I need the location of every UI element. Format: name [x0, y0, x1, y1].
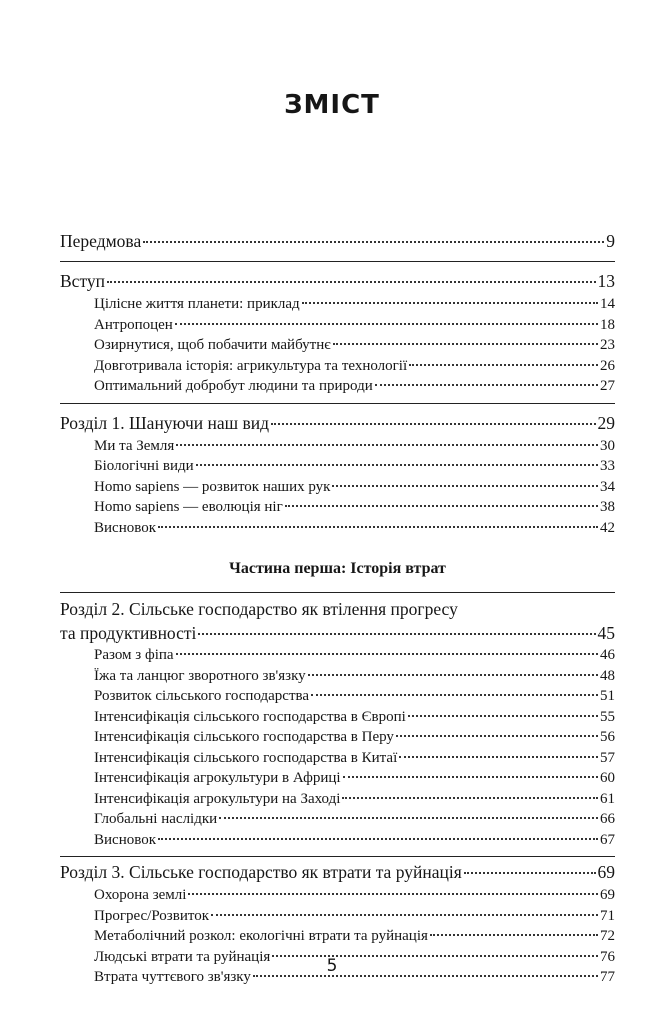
part-heading: Частина перша: Історія втрат — [229, 560, 446, 577]
toc-subentry-page: 30 — [600, 437, 615, 454]
dot-leader — [176, 652, 598, 655]
toc-subentry-label: Інтенсифікація сільського господарства в Європі — [94, 708, 406, 725]
toc-subentry-page: 71 — [600, 907, 615, 924]
toc-subentry-label: Homo sapiens — еволюція ніг — [94, 499, 283, 515]
toc-subentry — [60, 885, 615, 906]
toc-entry-label: Розділ 3. Сільське господарство як втрати та руйнація — [60, 862, 462, 882]
toc-entry-label: та продуктивності — [60, 623, 197, 643]
toc-subentry-label: Глобальні наслідки — [94, 811, 218, 827]
toc-entry-chapter-3 — [60, 859, 615, 885]
dot-leader — [175, 322, 598, 325]
dot-leader — [311, 693, 598, 696]
toc-subentry-page: 51 — [600, 688, 615, 704]
toc-subentry — [60, 830, 615, 851]
dot-leader — [409, 363, 598, 366]
dot-leader — [196, 463, 598, 466]
toc-subentry — [60, 315, 615, 336]
toc-entry-label: Передмова — [60, 231, 142, 251]
toc-subentry-label: Разом з фіпа — [94, 647, 174, 663]
toc-subentry-label: Інтенсифікація сільського господарства в Китаї — [94, 749, 398, 766]
toc-subentry-page: 48 — [600, 667, 615, 684]
toc-subentry — [60, 335, 615, 356]
toc-subentry-label: Ми та Земля — [94, 437, 175, 454]
dot-leader — [332, 484, 598, 487]
toc-subentry-page: 14 — [600, 296, 615, 312]
dot-leader — [219, 816, 598, 819]
toc-subentry-label: Розвиток сільського господарства — [94, 688, 310, 704]
toc-entry-page: 69 — [597, 862, 615, 882]
toc-subentry-page: 61 — [600, 790, 615, 807]
toc-subentry-label: Антропоцен — [94, 316, 173, 333]
section-divider — [60, 403, 615, 404]
dot-leader — [333, 342, 598, 345]
toc-subentry — [60, 497, 615, 518]
toc-subentry-label: Людські втрати та руйнація — [94, 948, 271, 965]
toc-subentry — [60, 436, 615, 457]
dot-leader — [176, 443, 598, 446]
toc-subentry — [60, 768, 615, 789]
toc-subentry — [60, 294, 615, 315]
toc-subentry-label: Homo sapiens — розвиток наших рук — [94, 478, 331, 495]
toc-subentry — [60, 727, 615, 748]
toc-subentry-page: 69 — [600, 887, 615, 903]
toc-subentry-label: Охорона землі — [94, 887, 187, 903]
toc-entry-preface — [60, 228, 615, 254]
toc-subentry-label: Їжа та ланцюг зворотного зв'язку — [94, 667, 306, 684]
page-number: 5 — [326, 956, 338, 976]
dot-leader — [375, 383, 598, 386]
toc-entry-page: 9 — [606, 231, 615, 251]
toc-subentry — [60, 906, 615, 927]
dot-leader — [158, 837, 598, 840]
toc-subentry — [60, 456, 615, 477]
page-title: ЗМІСТ — [284, 90, 380, 120]
dot-leader — [158, 525, 598, 528]
dot-leader — [285, 504, 598, 507]
toc-subentry-page: 57 — [600, 749, 615, 766]
toc-subentry-page: 46 — [600, 647, 615, 663]
dot-leader — [211, 913, 598, 916]
toc-subentry — [60, 748, 615, 769]
table-of-contents — [60, 222, 615, 988]
toc-subentry-page: 77 — [600, 969, 615, 985]
toc-subentry-page: 27 — [600, 378, 615, 394]
dot-leader — [464, 871, 596, 874]
toc-subentry — [60, 477, 615, 498]
dot-leader — [271, 422, 595, 425]
toc-subentry-label: Прогрес/Розвиток — [94, 907, 209, 924]
toc-entry-chapter-2-line1: Розділ 2. Сільське господарство як втілення прогресу — [60, 599, 458, 619]
toc-subentry-page: 42 — [600, 519, 615, 536]
toc-subentry-page: 34 — [600, 478, 615, 495]
toc-subentry — [60, 926, 615, 947]
toc-subentry-label: Оптимальний добробут людини та природи — [94, 378, 373, 394]
dot-leader — [396, 734, 598, 737]
dot-leader — [302, 301, 598, 304]
toc-subentry-page: 60 — [600, 770, 615, 786]
dot-leader — [198, 632, 595, 635]
section-divider — [60, 261, 615, 262]
dot-leader — [308, 673, 598, 676]
toc-entry-introduction — [60, 268, 615, 294]
toc-subentry-page: 67 — [600, 831, 615, 848]
section-divider — [60, 856, 615, 857]
toc-entry-chapter-2 — [60, 621, 615, 645]
toc-subentry-page: 56 — [600, 729, 615, 745]
toc-subentry-label: Інтенсифікація сільського господарства в Перу — [94, 729, 394, 745]
toc-subentry — [60, 376, 615, 397]
toc-entry-page: 13 — [597, 271, 615, 291]
toc-subentry-label: Втрата чуттєвого зв'язку — [94, 969, 251, 985]
dot-leader — [408, 714, 598, 717]
toc-entry-page: 45 — [597, 623, 615, 643]
dot-leader — [399, 755, 598, 758]
toc-subentry-page: 23 — [600, 337, 615, 353]
toc-subentry-page: 26 — [600, 357, 615, 374]
toc-subentry — [60, 809, 615, 830]
toc-subentry-label: Висновок — [94, 519, 156, 536]
dot-leader — [143, 240, 604, 243]
toc-subentry-label: Метаболічний розкол: екологічні втрати та руйнація — [94, 928, 428, 944]
toc-subentry-page: 76 — [600, 948, 615, 965]
toc-entry-label: Розділ 1. Шануючи наш вид — [60, 412, 270, 433]
toc-subentry-page: 38 — [600, 499, 615, 515]
dot-leader — [188, 892, 598, 895]
toc-entry-chapter-1 — [60, 410, 615, 436]
toc-subentry-label: Біологічні види — [94, 458, 194, 474]
toc-subentry-page: 55 — [600, 708, 615, 725]
toc-subentry-label: Інтенсифікація агрокультури на Заході — [94, 790, 341, 807]
toc-entry-page: 29 — [597, 412, 615, 433]
toc-subentry — [60, 666, 615, 687]
toc-subentry-label: Інтенсифікація агрокультури в Африці — [94, 770, 341, 786]
section-divider — [60, 592, 615, 593]
dot-leader — [430, 933, 598, 936]
dot-leader — [343, 775, 598, 778]
toc-subentry-page: 33 — [600, 458, 615, 474]
toc-subentry-page: 72 — [600, 928, 615, 944]
toc-subentry — [60, 518, 615, 539]
toc-subentry — [60, 356, 615, 377]
toc-subentry — [60, 645, 615, 666]
toc-subentry — [60, 707, 615, 728]
toc-subentry-label: Цілісне життя планети: приклад — [94, 296, 300, 312]
dot-leader — [107, 280, 596, 283]
toc-subentry-page: 18 — [600, 316, 615, 333]
toc-subentry — [60, 789, 615, 810]
toc-subentry-label: Довготривала історія: агрикультура та технології — [94, 357, 408, 374]
toc-subentry-label: Озирнутися, щоб побачити майбутнє — [94, 337, 331, 353]
toc-subentry-page: 66 — [600, 811, 615, 827]
toc-subentry — [60, 686, 615, 707]
dot-leader — [342, 796, 598, 799]
toc-entry-label: Вступ — [60, 271, 105, 291]
toc-subentry-label: Висновок — [94, 831, 156, 848]
